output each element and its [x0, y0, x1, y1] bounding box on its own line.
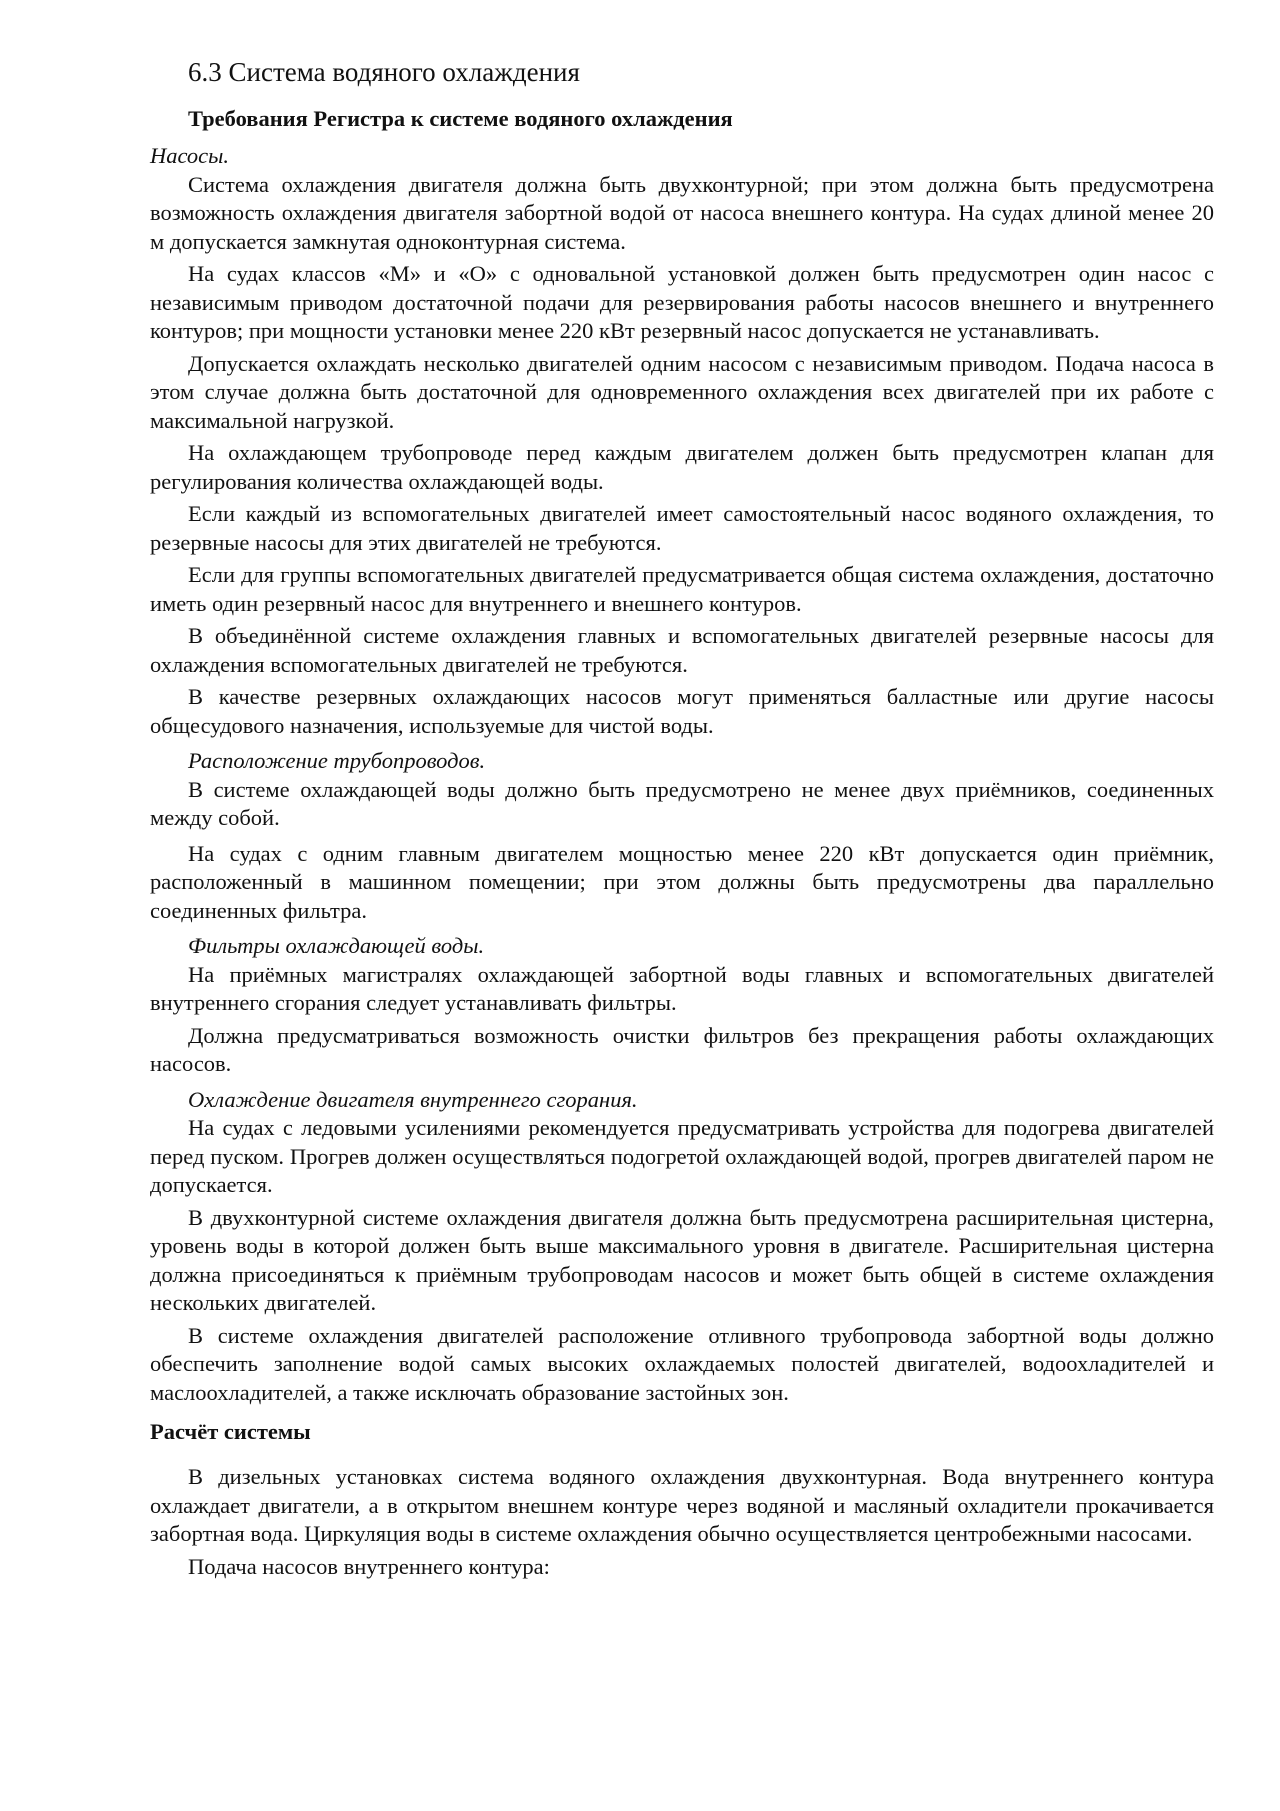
paragraph: В двухконтурной системе охлаждения двигателя должна быть предусмотрена расширительная цистерна, уровень воды в которой должен быть выше максимального уровня в двигателе. Расширительная цистерна должна присоединяться к приёмным трубопроводам насосов и может быть общей в системе охлаждения нескольких двигателей. [150, 1204, 1214, 1315]
paragraph: Система охлаждения двигателя должна быть двухконтурной; при этом должна быть предусмотрена возможность охлаждения двигателя забортной водой от насоса внешнего контура. На судах длиной менее 20 м допускается замкнутая одноконтурная система. [150, 171, 1214, 254]
paragraph: В системе охлаждения двигателей расположение отливного трубопровода забортной воды должно обеспечить заполнение водой самых высоких охлаждаемых полостей двигателей, водоохладителей и маслоохладителей, а также исключать образование застойных зон. [150, 1322, 1214, 1405]
section-title: 6.3 Система водяного охлаждения [188, 57, 580, 87]
paragraph: В системе охлаждающей воды должно быть предусмотрено не менее двух приёмников, соединенных между собой. [150, 776, 1214, 830]
subheading-filters: Фильтры охлаждающей воды. [188, 933, 485, 958]
subheading-pumps: Насосы. [150, 143, 230, 168]
subheading-pipes: Расположение трубопроводов. [188, 748, 486, 773]
paragraph: Допускается охлаждать несколько двигателей одним насосом с независимым приводом. Подача насоса в этом случае должна быть достаточной для одновременного охлаждения всех двигателей при их работе с максимальной нагрузкой. [150, 350, 1214, 433]
paragraph: На охлаждающем трубопроводе перед каждым двигателем должен быть предусмотрен клапан для регулирования количества охлаждающей воды. [150, 440, 1214, 494]
paragraph: Подача насосов внутреннего контура: [188, 1553, 550, 1579]
paragraph: Если каждый из вспомогательных двигателей имеет самостоятельный насос водяного охлаждения, то резервные насосы для этих двигателей не требуются. [150, 501, 1214, 555]
paragraph: На судах с одним главным двигателем мощностью менее 220 кВт допускается один приёмник, расположенный в машинном помещении; при этом должны быть предусмотрены два параллельно соединенных фильтра. [150, 840, 1214, 923]
calculation-heading: Расчёт системы [150, 1419, 311, 1444]
paragraph: Должна предусматриваться возможность очистки фильтров без прекращения работы охлаждающих насосов. [150, 1022, 1214, 1076]
paragraph: Если для группы вспомогательных двигателей предусматривается общая система охлаждения, достаточно иметь один резервный насос для внутреннего и внешнего контуров. [150, 562, 1214, 616]
paragraph: В дизельных установках система водяного охлаждения двухконтурная. Вода внутреннего контура охлаждает двигатели, а в открытом внешнем контуре через водяной и масляный охладители прокачивается забортная вода. Циркуляция воды в системе охлаждения обычно осуществляется центробежными насосами. [150, 1464, 1214, 1546]
paragraph: На приёмных магистралях охлаждающей забортной воды главных и вспомогательных двигателей внутреннего сгорания следует устанавливать фильтры. [150, 961, 1214, 1015]
document-page [150, 52, 1214, 1581]
paragraph: В качестве резервных охлаждающих насосов могут применяться балластные или другие насосы общесудового назначения, используемые для чистой воды. [150, 684, 1214, 738]
requirements-heading: Требования Регистра к системе водяного охлаждения [188, 106, 733, 131]
paragraph: На судах с ледовыми усилениями рекомендуется предусматривать устройства для подогрева двигателей перед пуском. Прогрев должен осуществляться подогретой охлаждающей водой, прогрев двигателей паром не допускается. [150, 1115, 1214, 1197]
paragraph: В объединённой системе охлаждения главных и вспомогательных двигателей резервные насосы для охлаждения вспомогательных двигателей не требуются. [150, 623, 1214, 677]
subheading-engine-cooling: Охлаждение двигателя внутреннего сгорания. [188, 1086, 638, 1112]
paragraph: На судах классов «М» и «О» с одновальной установкой должен быть предусмотрен один насос с независимым приводом достаточной подачи для резервирования работы насосов внешнего и внутреннего контуров; при мощности установки менее 220 кВт резервный насос допускается не устанавливать. [150, 261, 1214, 343]
